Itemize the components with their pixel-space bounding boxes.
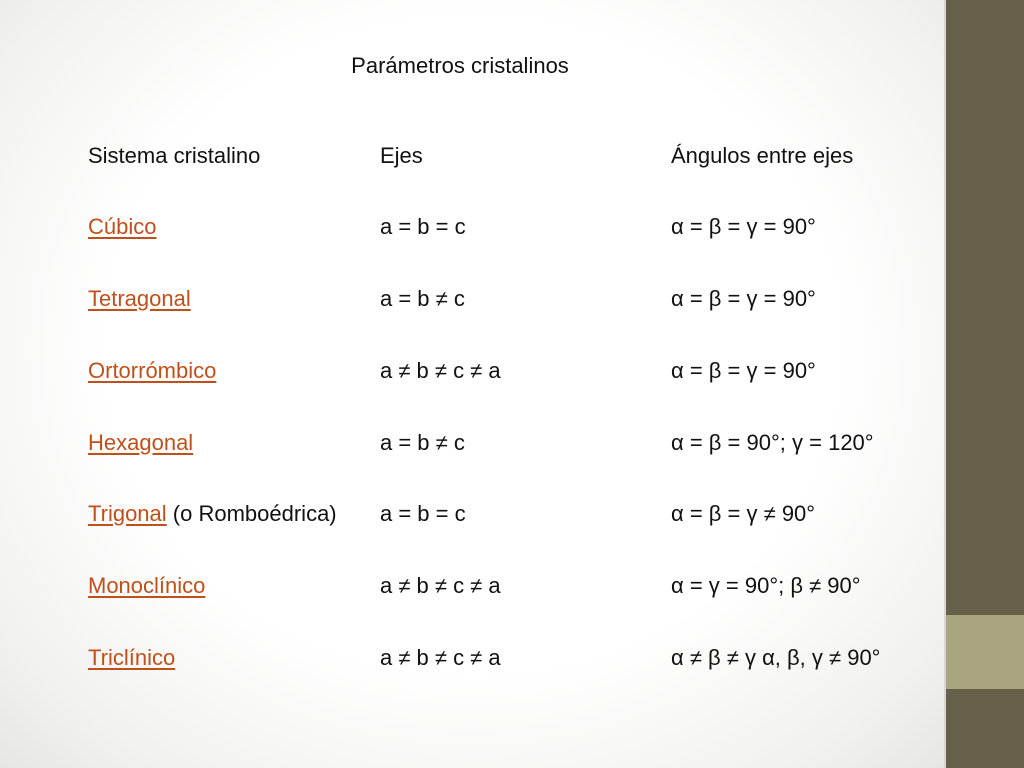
system-link-trigonal[interactable]: Trigonal bbox=[88, 501, 167, 526]
table-row bbox=[0, 571, 946, 601]
system-suffix: (o Romboédrica) bbox=[166, 501, 337, 526]
table-row bbox=[0, 356, 946, 386]
axes-cell: a = b = c bbox=[380, 214, 466, 239]
page-title: Parámetros cristalinos bbox=[351, 53, 569, 78]
system-link-triclinico[interactable]: Triclínico bbox=[88, 645, 176, 670]
axes-cell: a ≠ b ≠ c ≠ a bbox=[380, 573, 501, 598]
system-cell bbox=[88, 212, 156, 242]
axes-cell: a = b ≠ c bbox=[380, 286, 465, 311]
angles-cell: α = β = γ = 90° bbox=[671, 286, 816, 311]
system-cell bbox=[88, 643, 175, 673]
angles-cell: α = β = γ = 90° bbox=[671, 214, 816, 239]
table-row bbox=[0, 499, 946, 529]
system-link-tetragonal[interactable]: Tetragonal bbox=[88, 286, 191, 311]
system-link-ortorrombico[interactable]: Ortorrómbico bbox=[88, 358, 217, 383]
system-link-cubico[interactable]: Cúbico bbox=[88, 214, 157, 239]
table-row bbox=[0, 212, 946, 242]
angles-cell: α = β = 90°; γ = 120° bbox=[671, 430, 874, 455]
header-angles: Ángulos entre ejes bbox=[671, 143, 854, 168]
table-header-row bbox=[0, 141, 946, 171]
system-cell bbox=[88, 284, 191, 314]
system-cell bbox=[88, 499, 337, 529]
angles-cell: α = γ = 90°; β ≠ 90° bbox=[671, 573, 861, 598]
axes-cell: a ≠ b ≠ c ≠ a bbox=[380, 645, 501, 670]
table-row bbox=[0, 428, 946, 458]
side-band-accent bbox=[946, 615, 1024, 689]
system-link-hexagonal[interactable]: Hexagonal bbox=[88, 430, 194, 455]
angles-cell: α = β = γ = 90° bbox=[671, 358, 816, 383]
table-row bbox=[0, 643, 946, 673]
axes-cell: a ≠ b ≠ c ≠ a bbox=[380, 358, 501, 383]
axes-cell: a = b ≠ c bbox=[380, 430, 465, 455]
angles-cell: α = β = γ ≠ 90° bbox=[671, 501, 816, 526]
header-system: Sistema cristalino bbox=[88, 143, 261, 168]
axes-cell: a = b = c bbox=[380, 501, 466, 526]
table-row bbox=[0, 284, 946, 314]
angles-cell: α ≠ β ≠ γ α, β, γ ≠ 90° bbox=[671, 645, 881, 670]
system-link-monoclinico[interactable]: Monoclínico bbox=[88, 573, 206, 598]
system-cell bbox=[88, 428, 193, 458]
system-cell bbox=[88, 356, 216, 386]
header-axes: Ejes bbox=[380, 143, 423, 168]
system-cell bbox=[88, 571, 205, 601]
